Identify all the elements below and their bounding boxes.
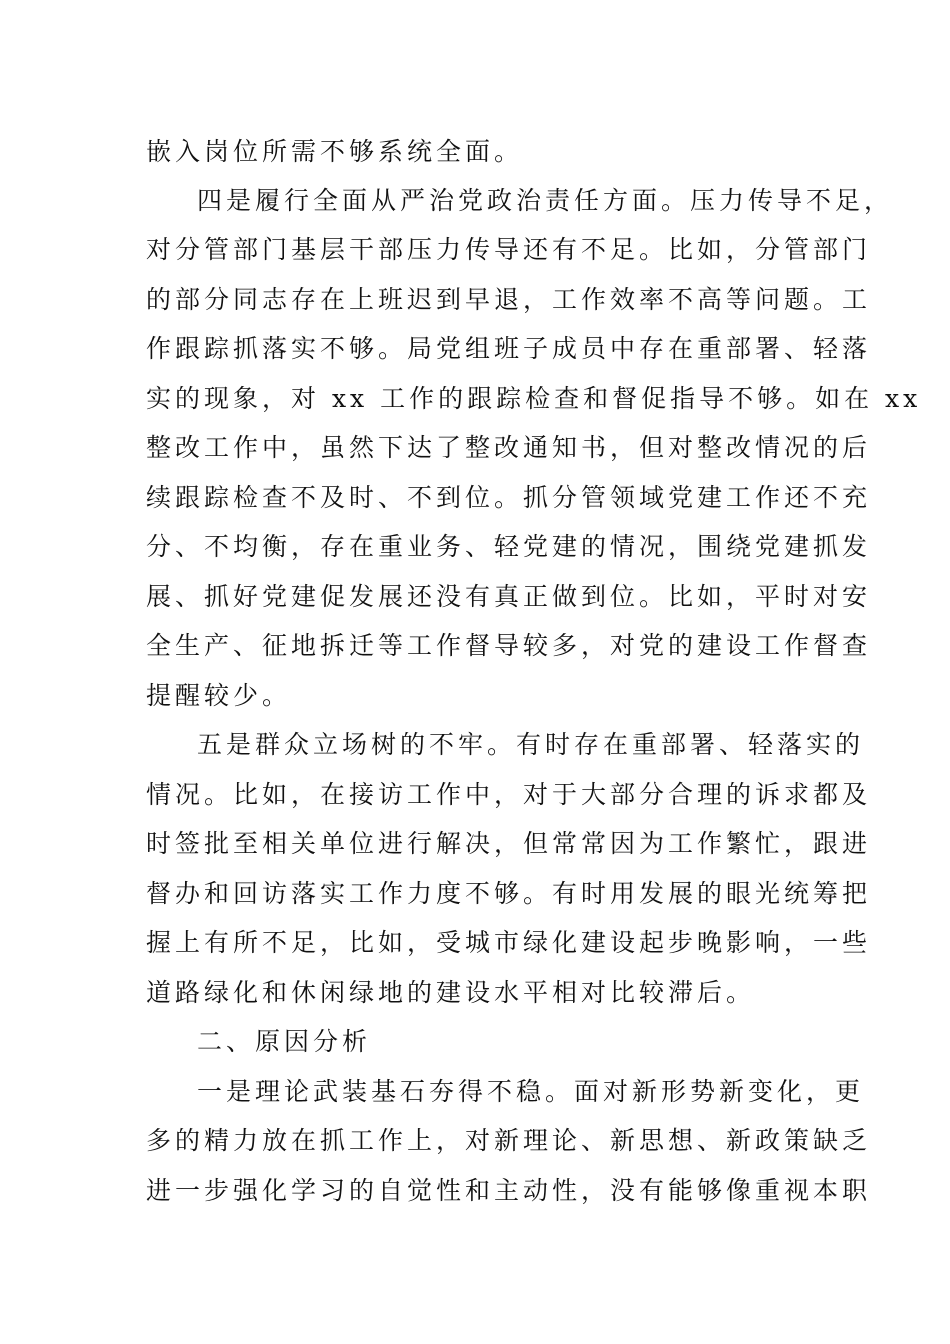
paragraph-start: 四是履行全面从严治党政治责任方面。压力传导不足，	[197, 186, 894, 215]
text-line: 分、不均衡，存在重业务、轻党建的情况，围绕党建抓发	[146, 532, 872, 561]
text-line: 提醒较少。	[146, 681, 292, 710]
text-line: 对分管部门基层干部压力传导还有不足。比如，分管部门	[146, 235, 872, 264]
text-line: 情况。比如，在接访工作中，对于大部分合理的诉求都及	[146, 780, 872, 809]
text-line: 进一步强化学习的自觉性和主动性，没有能够像重视本职	[146, 1176, 872, 1205]
section-heading: 二、原因分析	[197, 1027, 372, 1056]
text-line: 整改工作中，虽然下达了整改通知书，但对整改情况的后	[146, 433, 872, 462]
text-line: 嵌入岗位所需不够系统全面。	[146, 137, 524, 166]
paragraph-start: 一是理论武装基石夯得不稳。面对新形势新变化，更	[197, 1077, 865, 1106]
text-line: 握上有所不足，比如，受城市绿化建设起步晚影响，一些	[146, 928, 872, 957]
text-line: 展、抓好党建促发展还没有真正做到位。比如，平时对安	[146, 582, 872, 611]
text-line: 的部分同志存在上班迟到早退，工作效率不高等问题。工	[146, 285, 872, 314]
text-line: 全生产、征地拆迁等工作督导较多，对党的建设工作督查	[146, 631, 872, 660]
text-line: 实的现象，对 xx 工作的跟踪检查和督促指导不够。如在 xx	[146, 384, 922, 413]
text-line: 时签批至相关单位进行解决，但常常因为工作繁忙，跟进	[146, 829, 872, 858]
text-line: 续跟踪检查不及时、不到位。抓分管领域党建工作还不充	[146, 483, 872, 512]
text-line: 多的精力放在抓工作上，对新理论、新思想、新政策缺乏	[146, 1126, 872, 1155]
text-line: 作跟踪抓落实不够。局党组班子成员中存在重部署、轻落	[146, 334, 872, 363]
text-line: 道路绿化和休闲绿地的建设水平相对比较滞后。	[146, 978, 756, 1007]
text-line: 督办和回访落实工作力度不够。有时用发展的眼光统筹把	[146, 879, 872, 908]
paragraph-start: 五是群众立场树的不牢。有时存在重部署、轻落实的	[197, 730, 865, 759]
